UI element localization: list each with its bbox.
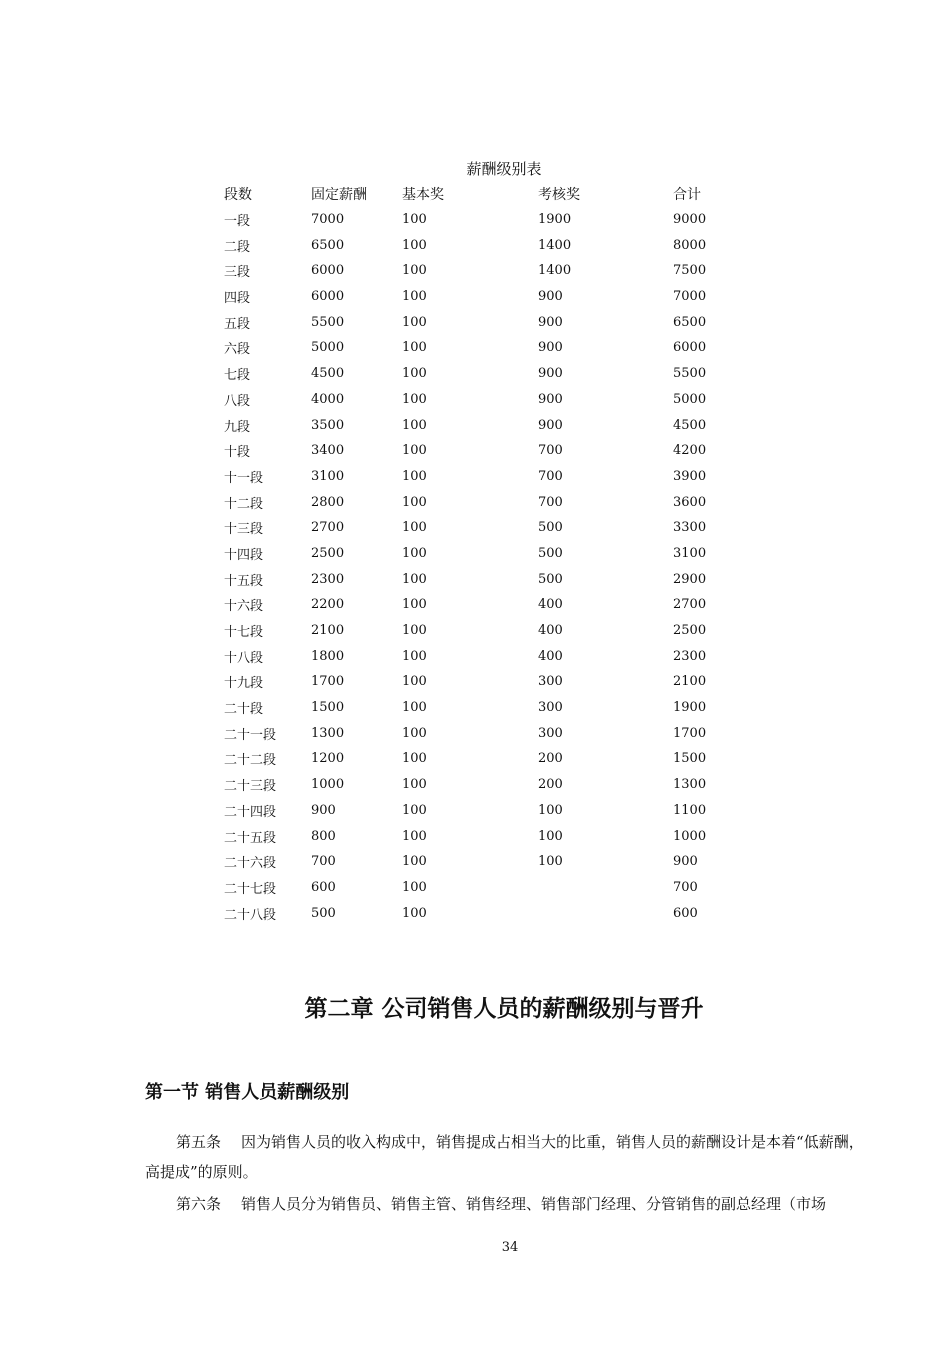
cell-level: 二十一段 [224,727,277,743]
cell-level: 二十二段 [224,753,277,769]
table-row [224,875,733,901]
cell-total: 6000 [673,340,707,356]
cell-fixed-salary: 6000 [311,289,345,305]
cell-total: 7000 [673,289,707,305]
cell-level: 九段 [224,419,251,435]
cell-total: 3600 [673,494,707,510]
cell-fixed-salary: 600 [311,879,336,895]
cell-total: 1100 [673,802,707,818]
header-fixed-salary: 固定薪酬 [311,186,367,203]
table-row [224,438,733,464]
cell-fixed-salary: 2700 [311,520,345,536]
cell-level: 六段 [224,342,251,358]
cell-total: 4200 [673,443,707,459]
cell-fixed-salary: 1500 [311,700,345,716]
table-row [224,361,733,387]
cell-level: 十三段 [224,522,264,538]
cell-basic-bonus: 100 [402,905,427,921]
cell-level: 十四段 [224,547,264,563]
cell-assessment-bonus: 300 [538,725,563,741]
cell-basic-bonus: 100 [402,520,427,536]
cell-basic-bonus: 100 [402,366,427,382]
cell-fixed-salary: 900 [311,802,336,818]
cell-fixed-salary: 5500 [311,314,345,330]
cell-basic-bonus: 100 [402,571,427,587]
cell-fixed-salary: 2100 [311,623,345,639]
cell-basic-bonus: 100 [402,314,427,330]
cell-assessment-bonus: 900 [538,366,563,382]
table-row [224,207,733,233]
table-row [224,387,733,413]
chapter-title: 第二章 公司销售人员的薪酬级别与晋升 [304,996,704,1022]
cell-basic-bonus: 100 [402,648,427,664]
table-row [224,515,733,541]
cell-assessment-bonus: 900 [538,340,563,356]
cell-total: 700 [673,879,698,895]
cell-level: 十八段 [224,650,264,666]
salary-level-table [224,181,733,926]
cell-assessment-bonus: 700 [538,468,563,484]
cell-fixed-salary: 1700 [311,674,345,690]
cell-total: 5500 [673,366,707,382]
cell-level: 一段 [224,214,251,230]
cell-total: 3300 [673,520,707,536]
page-number: 34 [501,1240,519,1255]
salary-table-title: 薪酬级别表 [466,160,542,178]
header-basic-bonus: 基本奖 [402,186,444,203]
cell-basic-bonus: 100 [402,751,427,767]
cell-total: 4500 [673,417,707,433]
cell-assessment-bonus: 500 [538,520,563,536]
article-number: 第五条 [176,1133,222,1151]
cell-level: 二十五段 [224,830,277,846]
cell-fixed-salary: 6500 [311,237,345,253]
cell-basic-bonus: 100 [402,597,427,613]
table-row [224,643,733,669]
cell-basic-bonus: 100 [402,417,427,433]
cell-basic-bonus: 100 [402,674,427,690]
cell-assessment-bonus: 700 [538,494,563,510]
cell-fixed-salary: 2200 [311,597,345,613]
cell-total: 1500 [673,751,707,767]
cell-fixed-salary: 500 [311,905,336,921]
cell-assessment-bonus: 100 [538,802,563,818]
article-text: 销售人员分为销售员、销售主管、销售经理、销售部门经理、分管销售的副总经理（市场 [241,1195,827,1213]
cell-level: 二段 [224,239,251,255]
cell-fixed-salary: 1800 [311,648,345,664]
cell-fixed-salary: 1000 [311,777,345,793]
table-row [224,900,733,926]
cell-total: 2900 [673,571,707,587]
cell-level: 二十三段 [224,779,277,795]
paragraph-article-6 [145,1189,865,1219]
table-row [224,592,733,618]
cell-fixed-salary: 3100 [311,468,345,484]
cell-fixed-salary: 800 [311,828,336,844]
cell-assessment-bonus: 900 [538,289,563,305]
cell-level: 十二段 [224,496,264,512]
cell-basic-bonus: 100 [402,391,427,407]
cell-total: 900 [673,854,698,870]
cell-assessment-bonus [538,900,673,926]
cell-level: 二十七段 [224,881,277,897]
cell-basic-bonus: 100 [402,879,427,895]
cell-total: 7500 [673,263,707,279]
cell-assessment-bonus: 900 [538,391,563,407]
cell-total: 2100 [673,674,707,690]
cell-assessment-bonus: 500 [538,545,563,561]
cell-assessment-bonus: 700 [538,443,563,459]
cell-basic-bonus: 100 [402,289,427,305]
cell-basic-bonus: 100 [402,725,427,741]
cell-basic-bonus: 100 [402,545,427,561]
header-total: 合计 [673,186,701,203]
cell-assessment-bonus: 100 [538,854,563,870]
cell-basic-bonus: 100 [402,828,427,844]
cell-assessment-bonus: 500 [538,571,563,587]
table-body [224,207,733,926]
table-row [224,464,733,490]
cell-fixed-salary: 1200 [311,751,345,767]
cell-total: 1300 [673,777,707,793]
paragraph-article-5 [145,1127,865,1187]
cell-level: 二十四段 [224,804,277,820]
cell-level: 十九段 [224,676,264,692]
table-row [224,232,733,258]
table-row [224,618,733,644]
table-row [224,695,733,721]
cell-total: 3100 [673,545,707,561]
table-row [224,541,733,567]
cell-level: 十段 [224,445,251,461]
table-row [224,284,733,310]
cell-assessment-bonus [538,875,673,901]
cell-total: 3900 [673,468,707,484]
cell-assessment-bonus: 900 [538,417,563,433]
cell-fixed-salary: 4500 [311,366,345,382]
cell-fixed-salary: 5000 [311,340,345,356]
cell-basic-bonus: 100 [402,443,427,459]
cell-fixed-salary: 700 [311,854,336,870]
cell-assessment-bonus: 100 [538,828,563,844]
cell-assessment-bonus: 200 [538,751,563,767]
table-row [224,720,733,746]
cell-total: 8000 [673,237,707,253]
cell-basic-bonus: 100 [402,854,427,870]
cell-level: 二十段 [224,702,264,718]
cell-basic-bonus: 100 [402,263,427,279]
cell-level: 十六段 [224,599,264,615]
cell-assessment-bonus: 400 [538,597,563,613]
table-row [224,772,733,798]
table-row [224,798,733,824]
cell-basic-bonus: 100 [402,237,427,253]
table-row [224,309,733,335]
cell-level: 二十八段 [224,907,277,923]
cell-fixed-salary: 1300 [311,725,345,741]
header-assessment-bonus: 考核奖 [538,186,580,203]
cell-total: 5000 [673,391,707,407]
table-row [224,258,733,284]
header-level: 段数 [224,186,252,203]
cell-assessment-bonus: 400 [538,648,563,664]
table-row [224,849,733,875]
cell-level: 三段 [224,265,251,281]
cell-assessment-bonus: 1400 [538,263,572,279]
section-title: 第一节 销售人员薪酬级别 [145,1082,350,1103]
cell-assessment-bonus: 1400 [538,237,572,253]
cell-basic-bonus: 100 [402,777,427,793]
table-header-row [224,181,733,207]
cell-assessment-bonus: 200 [538,777,563,793]
cell-level: 四段 [224,291,251,307]
cell-total: 9000 [673,212,707,228]
cell-level: 二十六段 [224,856,277,872]
cell-total: 2500 [673,623,707,639]
table-row [224,823,733,849]
cell-total: 600 [673,905,698,921]
cell-basic-bonus: 100 [402,340,427,356]
cell-assessment-bonus: 300 [538,674,563,690]
cell-total: 6500 [673,314,707,330]
table-row [224,746,733,772]
cell-assessment-bonus: 900 [538,314,563,330]
cell-fixed-salary: 4000 [311,391,345,407]
cell-assessment-bonus: 300 [538,700,563,716]
cell-total: 2300 [673,648,707,664]
cell-fixed-salary: 2500 [311,545,345,561]
table-row [224,412,733,438]
cell-fixed-salary: 2800 [311,494,345,510]
cell-assessment-bonus: 400 [538,623,563,639]
table-row [224,489,733,515]
cell-fixed-salary: 3500 [311,417,345,433]
cell-total: 2700 [673,597,707,613]
cell-level: 五段 [224,316,251,332]
cell-fixed-salary: 6000 [311,263,345,279]
table-row [224,566,733,592]
cell-assessment-bonus: 1900 [538,212,572,228]
cell-level: 十五段 [224,573,264,589]
cell-basic-bonus: 100 [402,468,427,484]
cell-basic-bonus: 100 [402,623,427,639]
cell-basic-bonus: 100 [402,700,427,716]
cell-basic-bonus: 100 [402,802,427,818]
table-row [224,335,733,361]
cell-level: 八段 [224,393,251,409]
article-number: 第六条 [176,1195,222,1213]
table-row [224,669,733,695]
cell-fixed-salary: 3400 [311,443,345,459]
cell-total: 1900 [673,700,707,716]
cell-basic-bonus: 100 [402,494,427,510]
cell-level: 十七段 [224,625,264,641]
cell-level: 十一段 [224,470,264,486]
article-text: 因为销售人员的收入构成中，销售提成占相当大的比重，销售人员的薪酬设计是本着“低薪酬，高提成”的原则。 [145,1133,864,1181]
cell-total: 1000 [673,828,707,844]
cell-total: 1700 [673,725,707,741]
cell-basic-bonus: 100 [402,212,427,228]
cell-fixed-salary: 7000 [311,212,345,228]
cell-fixed-salary: 2300 [311,571,345,587]
cell-level: 七段 [224,368,251,384]
